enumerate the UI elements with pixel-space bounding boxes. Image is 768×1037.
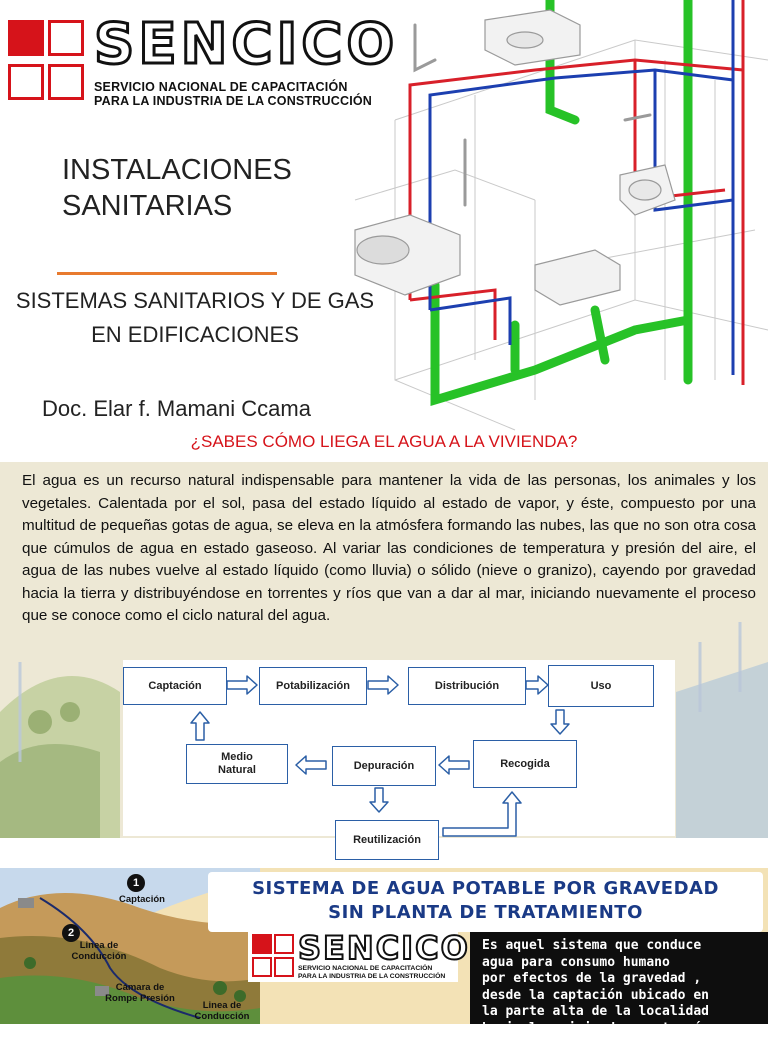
flow-step-label: Potabilización [276, 679, 350, 692]
logo-tile-icon [48, 64, 84, 100]
label-text: Conducción [71, 951, 127, 962]
flow-step-recogida [473, 740, 577, 788]
logo-wordmark: SENCICO [94, 12, 399, 77]
gravity-water-system-slide [0, 868, 768, 1036]
step-number-1: 1 [127, 874, 145, 892]
label-text: Linea de [202, 1000, 242, 1011]
system-description-text: Es aquel sistema que conduce agua para consumo humano por efectos de la gravedad , desde la captación ubicado en la parte alta de la localidad hacia las viviendas, a través [482, 938, 709, 1036]
flow-step-label: Reutilización [353, 833, 421, 846]
step-number-2: 2 [62, 924, 80, 942]
system-title-banner [208, 872, 763, 932]
logo-tile-icon [252, 934, 272, 954]
plumbing-illustration [335, 0, 768, 430]
flow-step-label: Captación [148, 679, 202, 692]
title-divider [57, 272, 277, 275]
logo-tile-icon [274, 957, 294, 977]
water-flow-diagram [123, 660, 675, 846]
logo-subtitle-1: SERVICIO NACIONAL DE CAPACITACIÓN [94, 80, 348, 94]
logo-subtitle-2: PARA LA INDUSTRIA DE LA CONSTRUCCIÓN [94, 94, 373, 108]
label-captacion: Captación [119, 894, 165, 905]
flow-step-label: Recogida [500, 757, 550, 770]
flow-step-label: Medio [221, 751, 253, 763]
title-line-1: INSTALACIONES [62, 154, 292, 186]
system-description-box [470, 932, 768, 1036]
flow-step-medio-natural [186, 744, 288, 784]
label-text: Conducción [194, 1011, 250, 1022]
section-question: ¿SABES CÓMO LIEGA EL AGUA A LA VIVIENDA? [190, 432, 578, 451]
logo-tile-icon [48, 20, 84, 56]
label-text: Cámara de [115, 982, 165, 993]
flow-step-label: Distribución [434, 679, 500, 692]
flow-step-depuracion [332, 746, 436, 786]
subtitle-line-1: SISTEMAS SANITARIOS Y DE GAS [15, 288, 375, 313]
logo-wordmark: SENCICO [298, 929, 470, 967]
label-text: Rompe Presión [105, 993, 175, 1004]
flow-step-captacion [123, 667, 227, 705]
logo-tile-icon [274, 934, 294, 954]
title-line-2: SANITARIAS [62, 190, 233, 222]
flow-step-distribucion [408, 667, 526, 705]
sencico-logo [8, 12, 399, 108]
label-camara-rompe-presion [95, 982, 185, 1004]
flow-step-label: Natural [218, 764, 256, 776]
title-slide [0, 0, 768, 430]
flow-step-reutilizacion [335, 820, 439, 860]
water-cycle-paragraph: El agua es un recurso natural indispensable para mantener la vida de las personas, los animales y los vegetales. Calentada por el sol, pasa del estado líquido al estado de vapor, y éste, compuesto por una multitud de pequeñas gotas de agua, se eleva en la atmósfera formando las nubes, las que no son otra cosa que cúmulos de agua en estado gaseoso. Al variar las condiciones de temperatura y presión del aire, el agua de las nubes vuelve al estado líquido (como lluvia) o sólido (nieve o granizo), cayendo por gravedad hacia la tierra y distribuyéndose en torrentes y ríos que van a dar al mar, iniciando nuevamente el proceso que se conoce como el ciclo natural del agua. [22, 472, 756, 624]
flow-step-uso [548, 665, 654, 707]
banner-line-2: SIN PLANTA DE TRATAMIENTO [328, 902, 643, 923]
subtitle-line-2: EN EDIFICACIONES [91, 322, 299, 347]
label-linea-conduccion-1 [64, 940, 134, 962]
banner-line-1: SISTEMA DE AGUA POTABLE POR GRAVEDAD [252, 878, 719, 899]
author-name: Doc. Elar f. Mamani Ccama [42, 396, 311, 421]
label-linea-conduccion-2 [190, 1000, 254, 1022]
flow-step-label: Depuración [353, 759, 415, 772]
flow-step-label: Uso [590, 679, 612, 692]
logo-tile-icon [252, 957, 272, 977]
label-text: Linea de [79, 940, 119, 951]
logo-subtitle-2: PARA LA INDUSTRIA DE LA CONSTRUCCIÓN [298, 973, 446, 980]
logo-subtitle-1: SERVICIO NACIONAL DE CAPACITACIÓN [298, 965, 433, 972]
logo-tile-icon [8, 64, 44, 100]
logo-tile-icon [8, 20, 44, 56]
sencico-logo-small [248, 929, 470, 982]
flow-step-potabilizacion [259, 667, 367, 705]
